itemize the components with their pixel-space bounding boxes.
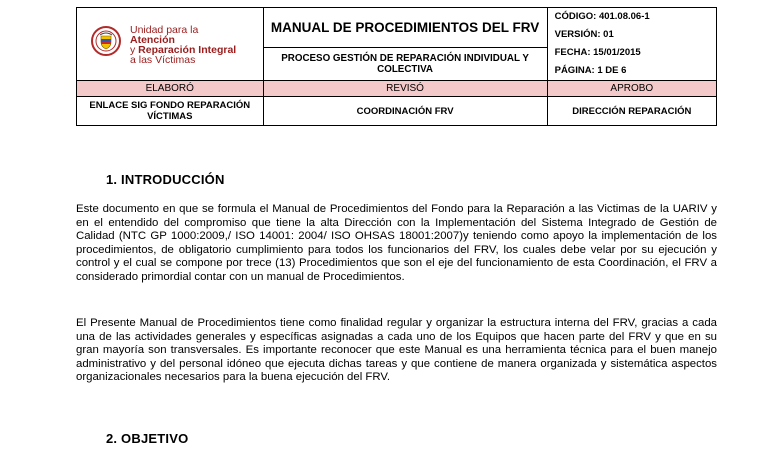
- role-reviso: REVISÓ: [263, 81, 547, 97]
- person-elaboro: ENLACE SIG FONDO REPARACIÓN VÍCTIMAS: [77, 97, 264, 126]
- intro-paragraph-1: Este documento en que se formula el Manual de Procedimientos del Fondo para la Reparación a las Victimas de la UARIV y en el entendido del compromiso que tiene la alta Dirección con la Implementación del Sistema Integrado de Gestión de Calidad (NTC GP 1000:2009,/ ISO 14001: 2004/ ISO OHSAS 18001:2007)y teniendo como apoyo la implementación de los procedimientos, de obligatorio cumplimiento para todos los funcionarios del FRV, los cuales debe velar por su ejecución y control y el cual se compone por trece (13) Procedimientos que son el eje del funcionamiento de esta Coordinación, el FRV a considerado primordial contar con un manual de Procedimientos.: [76, 203, 717, 283]
- logo-text: Unidad para la Atención y Reparación Integral a las Víctimas: [130, 24, 237, 66]
- objective-heading: 2. OBJETIVO: [106, 431, 189, 446]
- role-aprobo: APROBO: [547, 81, 716, 97]
- document-header-table: [76, 7, 717, 126]
- document-title: MANUAL DE PROCEDIMIENTOS DEL FRV: [263, 8, 547, 48]
- colombia-coat-of-arms-icon: [91, 26, 121, 56]
- intro-paragraph-2: El Presente Manual de Procedimientos tiene como finalidad regular y organizar la estructura interna del FRV, gracias a cada una de las actividades generales y específicas asignadas a cada uno de los Equipos que hacen parte del FRV y que en su gran mayoría son transversales. Es importante reconocer que este Manual es una herramienta técnica para el buen manejo administrativo y del personal idóneo que ejecuta dichas tareas y que contiene de manera organizada y sistemática aspectos organizacionales necesarios para la buena ejecución del FRV.: [76, 317, 717, 384]
- document-page: PÁGINA: 1 DE 6: [554, 65, 627, 76]
- document-version: VERSIÓN: 01: [554, 29, 614, 40]
- document-code: CÓDIGO: 401.08.06-1: [554, 11, 650, 22]
- document-date: FECHA: 15/01/2015: [554, 47, 641, 58]
- person-reviso: COORDINACIÓN FRV: [263, 97, 547, 126]
- intro-heading: 1. INTRODUCCIÓN: [106, 172, 225, 187]
- person-aprobo: DIRECCIÓN REPARACIÓN: [547, 97, 716, 126]
- process-name: PROCESO GESTIÓN DE REPARACIÓN INDIVIDUAL Y COLECTIVA: [263, 48, 547, 81]
- organization-logo: [83, 20, 243, 68]
- logo-cell: [77, 8, 264, 81]
- role-elaboro: ELABORÓ: [77, 81, 264, 97]
- document-metadata: [547, 8, 716, 81]
